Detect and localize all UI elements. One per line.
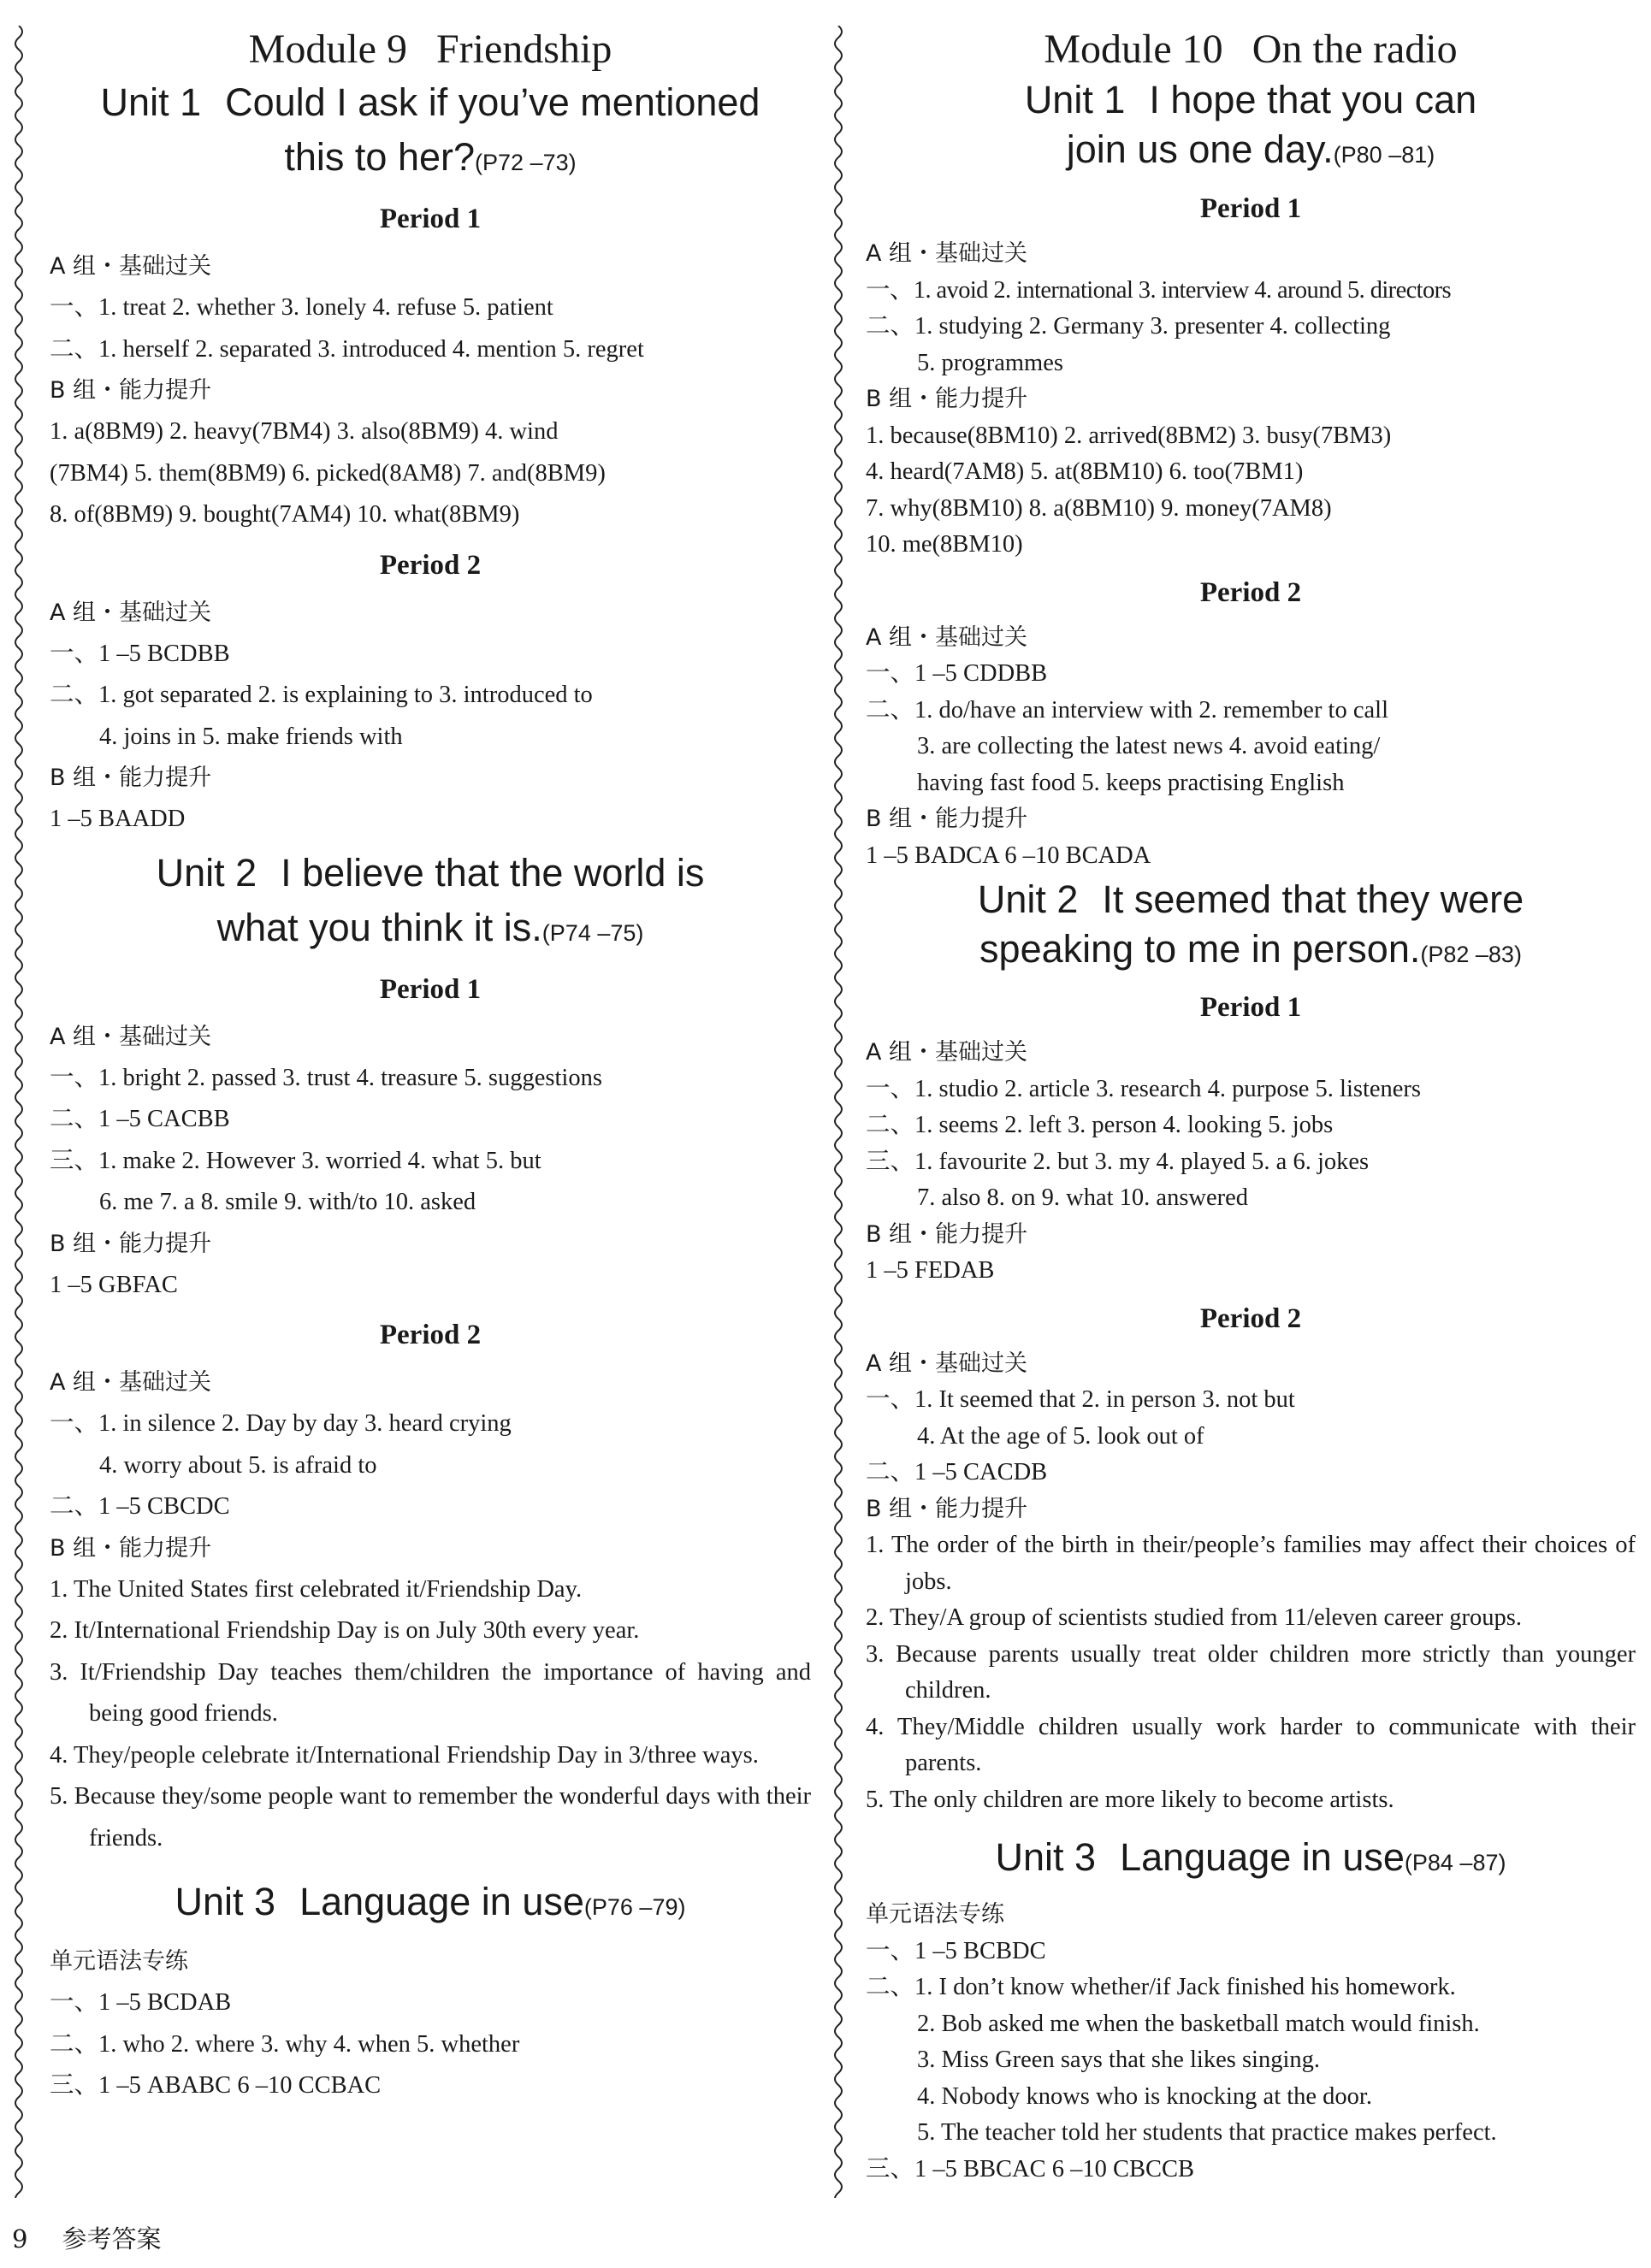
module-10-title xyxy=(866,24,1636,75)
answer-line: 1. because(8BM10) 2. arrived(8BM2) 3. busy(7BM3) xyxy=(866,422,1392,449)
page-range: (P80 –81) xyxy=(1333,142,1435,168)
answer-line: 3. Miss Green says that she likes singing. xyxy=(917,2047,1321,2073)
answer-line: 二、1. I don’t know whether/if Jack finished his homework. xyxy=(866,1974,1456,2000)
unit-label: Unit 2 xyxy=(156,850,257,895)
module-number: Module 9 xyxy=(248,27,407,72)
answer-line: 1 –5 BAADD xyxy=(50,806,186,832)
period-heading: Period 2 xyxy=(379,549,482,581)
answer-line: 一、1 –5 BCDAB xyxy=(50,1989,232,2016)
section-label: A 组・基础过关 xyxy=(50,1369,212,1396)
answer-line: 6. me 7. a 8. smile 9. with/to 10. asked xyxy=(99,1189,476,1215)
answer-line: 4. Nobody knows who is knocking at the door. xyxy=(917,2082,1372,2110)
unit-title-line: I hope that you can xyxy=(1149,78,1477,121)
unit-title-line: Language in use xyxy=(1120,1835,1405,1879)
answer-item: 5. Because they/some people want to remember the wonderful days with their friends. xyxy=(50,1783,811,1852)
unit-1-title-cont xyxy=(866,125,1636,180)
answer-line: 二、1. got separated 2. is explaining to 3. introduced to xyxy=(50,682,593,708)
unit-2-title xyxy=(50,846,811,901)
answer-line: 7. also 8. on 9. what 10. answered xyxy=(917,1184,1249,1211)
unit-title-line: It seemed that they were xyxy=(1102,877,1524,921)
answer-line: 一、1. studio 2. article 3. research 4. purpose 5. listeners xyxy=(866,1075,1422,1102)
unit-title-line: join us one day. xyxy=(1066,127,1334,171)
answer-line: 7. why(8BM10) 8. a(8BM10) 9. money(7AM8) xyxy=(866,494,1332,522)
answer-line: 二、1. who 2. where 3. why 4. when 5. whether xyxy=(50,2030,520,2058)
unit-label: Unit 1 xyxy=(1024,78,1126,121)
answer-line: 2. Bob asked me when the basketball match would finish. xyxy=(917,2010,1480,2037)
answer-line: 二、1. seems 2. left 3. person 4. looking 5. jobs xyxy=(866,1112,1334,1138)
answer-line: 4. worry about 5. is afraid to xyxy=(99,1451,377,1479)
module-9-title xyxy=(50,24,811,75)
answer-line: 一、1. avoid 2. international 3. interview 4. around 5. directors xyxy=(866,276,1452,304)
answer-line: 1 –5 BADCA 6 –10 BCADA xyxy=(866,842,1151,869)
unit-3-title xyxy=(50,1875,811,1934)
period-heading: Period 2 xyxy=(1199,576,1302,608)
answer-line: 3. are collecting the latest news 4. avoid eating/ xyxy=(917,733,1381,759)
answer-line: 二、1 –5 CACBB xyxy=(50,1106,230,1132)
unit-title-line: I believe that the world is xyxy=(281,850,705,895)
section-label: B 组・能力提升 xyxy=(866,386,1028,412)
answer-line: 4. joins in 5. make friends with xyxy=(99,723,403,750)
left-column xyxy=(50,24,811,2107)
answer-line: 一、1. in silence 2. Day by day 3. heard crying xyxy=(50,1410,512,1437)
answer-item: 3. It/Friendship Day teaches them/children the importance of having and being good friends. xyxy=(50,1658,811,1727)
answer-line: 三、1. make 2. However 3. worried 4. what 5. but xyxy=(50,1147,541,1174)
period-heading: Period 2 xyxy=(1199,1302,1302,1334)
page-range: (P72 –73) xyxy=(475,150,577,175)
right-column xyxy=(866,24,1636,2188)
answer-line: 二、1. studying 2. Germany 3. presenter 4. collecting xyxy=(866,313,1391,340)
answer-item: 4. They/Middle children usually work harder to communicate with their parents. xyxy=(866,1713,1636,1776)
section-label: B 组・能力提升 xyxy=(866,806,1028,832)
wavy-divider-center xyxy=(830,26,847,2198)
page-range: (P76 –79) xyxy=(583,1894,686,1920)
unit-title-line: speaking to me in person. xyxy=(979,927,1421,971)
module-name: On the radio xyxy=(1252,27,1458,72)
unit-label: Unit 1 xyxy=(100,80,202,124)
answer-item: 1. The order of the birth in their/people’s families may affect their choices of jobs. xyxy=(866,1532,1636,1595)
unit-title-line: what you think it is. xyxy=(216,905,542,949)
period-heading: Period 1 xyxy=(379,204,482,234)
answer-line: 二、1 –5 CACDB xyxy=(866,1459,1048,1485)
answer-line: (7BM4) 5. them(8BM9) 6. picked(8AM8) 7. and(8BM9) xyxy=(50,459,606,487)
page-range: (P84 –87) xyxy=(1404,1850,1506,1875)
section-label: B 组・能力提升 xyxy=(50,1230,212,1257)
answer-line: 三、1. favourite 2. but 3. my 4. played 5. a 6. jokes xyxy=(866,1148,1370,1175)
module-name: Friendship xyxy=(435,27,612,72)
answer-line: 4. heard(7AM8) 5. at(8BM10) 6. too(7BM1) xyxy=(866,458,1304,485)
answer-line: 1 –5 FEDAB xyxy=(866,1257,995,1284)
unit-1-title xyxy=(50,75,811,130)
period-heading: Period 1 xyxy=(1199,992,1302,1023)
section-label: B 组・能力提升 xyxy=(50,377,212,404)
page-footer xyxy=(12,2220,195,2255)
section-label: B 组・能力提升 xyxy=(50,765,212,791)
section-label: A 组・基础过关 xyxy=(50,1023,212,1050)
answer-line: 一、1 –5 BCBDC xyxy=(866,1937,1046,1964)
page-range: (P82 –83) xyxy=(1420,942,1522,967)
section-label: 单元语法专练 xyxy=(50,1948,188,1975)
answer-item: 1. The United States first celebrated it/Friendship Day. xyxy=(50,1575,583,1603)
section-label: 单元语法专练 xyxy=(866,1901,1004,1928)
unit-1-title-cont xyxy=(50,130,811,190)
answer-line: 一、1. treat 2. whether 3. lonely 4. refuse 5. patient xyxy=(50,294,553,321)
wavy-border-left xyxy=(10,26,27,2198)
module-number: Module 10 xyxy=(1044,27,1223,72)
answer-line: 二、1. do/have an interview with 2. remember to call xyxy=(866,696,1388,724)
unit-2-title-cont xyxy=(866,925,1636,978)
answer-line: 二、1. herself 2. separated 3. introduced 4. mention 5. regret xyxy=(50,335,644,363)
section-label: A 组・基础过关 xyxy=(866,623,1028,651)
unit-1-title xyxy=(866,75,1636,125)
answer-item: 2. They/A group of scientists studied from 11/eleven career groups. xyxy=(866,1604,1522,1631)
answer-item: 2. It/International Friendship Day is on July 30th every year. xyxy=(50,1617,640,1644)
answer-item: 3. Because parents usually treat older children more strictly than younger children. xyxy=(866,1640,1636,1704)
answer-line: 5. The teacher told her students that practice makes perfect. xyxy=(917,2119,1497,2146)
unit-3-title xyxy=(866,1830,1636,1890)
unit-label: Unit 3 xyxy=(995,1835,1097,1879)
section-label: B 组・能力提升 xyxy=(866,1220,1028,1248)
section-label: B 组・能力提升 xyxy=(866,1495,1028,1522)
answer-line: 1 –5 GBFAC xyxy=(50,1271,178,1298)
section-label: A 组・基础过关 xyxy=(866,240,1028,267)
unit-label: Unit 3 xyxy=(175,1880,276,1923)
answer-line: 一、1. bright 2. passed 3. trust 4. treasure 5. suggestions xyxy=(50,1064,602,1091)
period-heading: Period 1 xyxy=(1199,193,1302,224)
answer-line: 二、1 –5 CBCDC xyxy=(50,1493,230,1520)
period-heading: Period 1 xyxy=(379,973,482,1005)
answer-line: 三、1 –5 ABABC 6 –10 CCBAC xyxy=(50,2072,382,2099)
unit-2-title xyxy=(866,874,1636,925)
unit-title-line: this to her? xyxy=(284,135,476,179)
answer-line: 10. me(8BM10) xyxy=(866,531,1023,558)
unit-title-line: Could I ask if you’ve mentioned xyxy=(225,80,760,124)
section-label: A 组・基础过关 xyxy=(50,253,212,280)
unit-label: Unit 2 xyxy=(977,877,1079,921)
period-heading: Period 2 xyxy=(379,1320,482,1350)
answer-line: having fast food 5. keeps practising English xyxy=(917,769,1345,796)
page-range: (P74 –75) xyxy=(541,919,644,946)
answer-line: 1. a(8BM9) 2. heavy(7BM4) 3. also(8BM9) 4. wind xyxy=(50,418,559,445)
unit-2-title-cont xyxy=(50,901,811,960)
answer-item: 4. They/people celebrate it/International Friendship Day in 3/three ways. xyxy=(50,1741,759,1769)
answer-line: 5. programmes xyxy=(917,349,1063,376)
footer-label: 参考答案 xyxy=(62,2224,162,2253)
answer-line: 4. At the age of 5. look out of xyxy=(917,1422,1204,1450)
answer-line: 8. of(8BM9) 9. bought(7AM4) 10. what(8BM9) xyxy=(50,501,520,528)
answer-line: 一、1. It seemed that 2. in person 3. not but xyxy=(866,1386,1295,1413)
section-label: A 组・基础过关 xyxy=(50,599,212,626)
unit-title-line: Language in use xyxy=(299,1880,584,1923)
answer-line: 三、1 –5 BBCAC 6 –10 CBCCB xyxy=(866,2155,1195,2182)
answer-line: 一、1 –5 CDDBB xyxy=(866,660,1048,687)
section-label: A 组・基础过关 xyxy=(866,1350,1028,1377)
section-label: B 组・能力提升 xyxy=(50,1534,212,1562)
answer-item: 5. The only children are more likely to become artists. xyxy=(866,1786,1394,1813)
page-number: 9 xyxy=(12,2224,28,2253)
answer-line: 一、1 –5 BCDBB xyxy=(50,640,230,667)
section-label: A 组・基础过关 xyxy=(866,1039,1028,1066)
